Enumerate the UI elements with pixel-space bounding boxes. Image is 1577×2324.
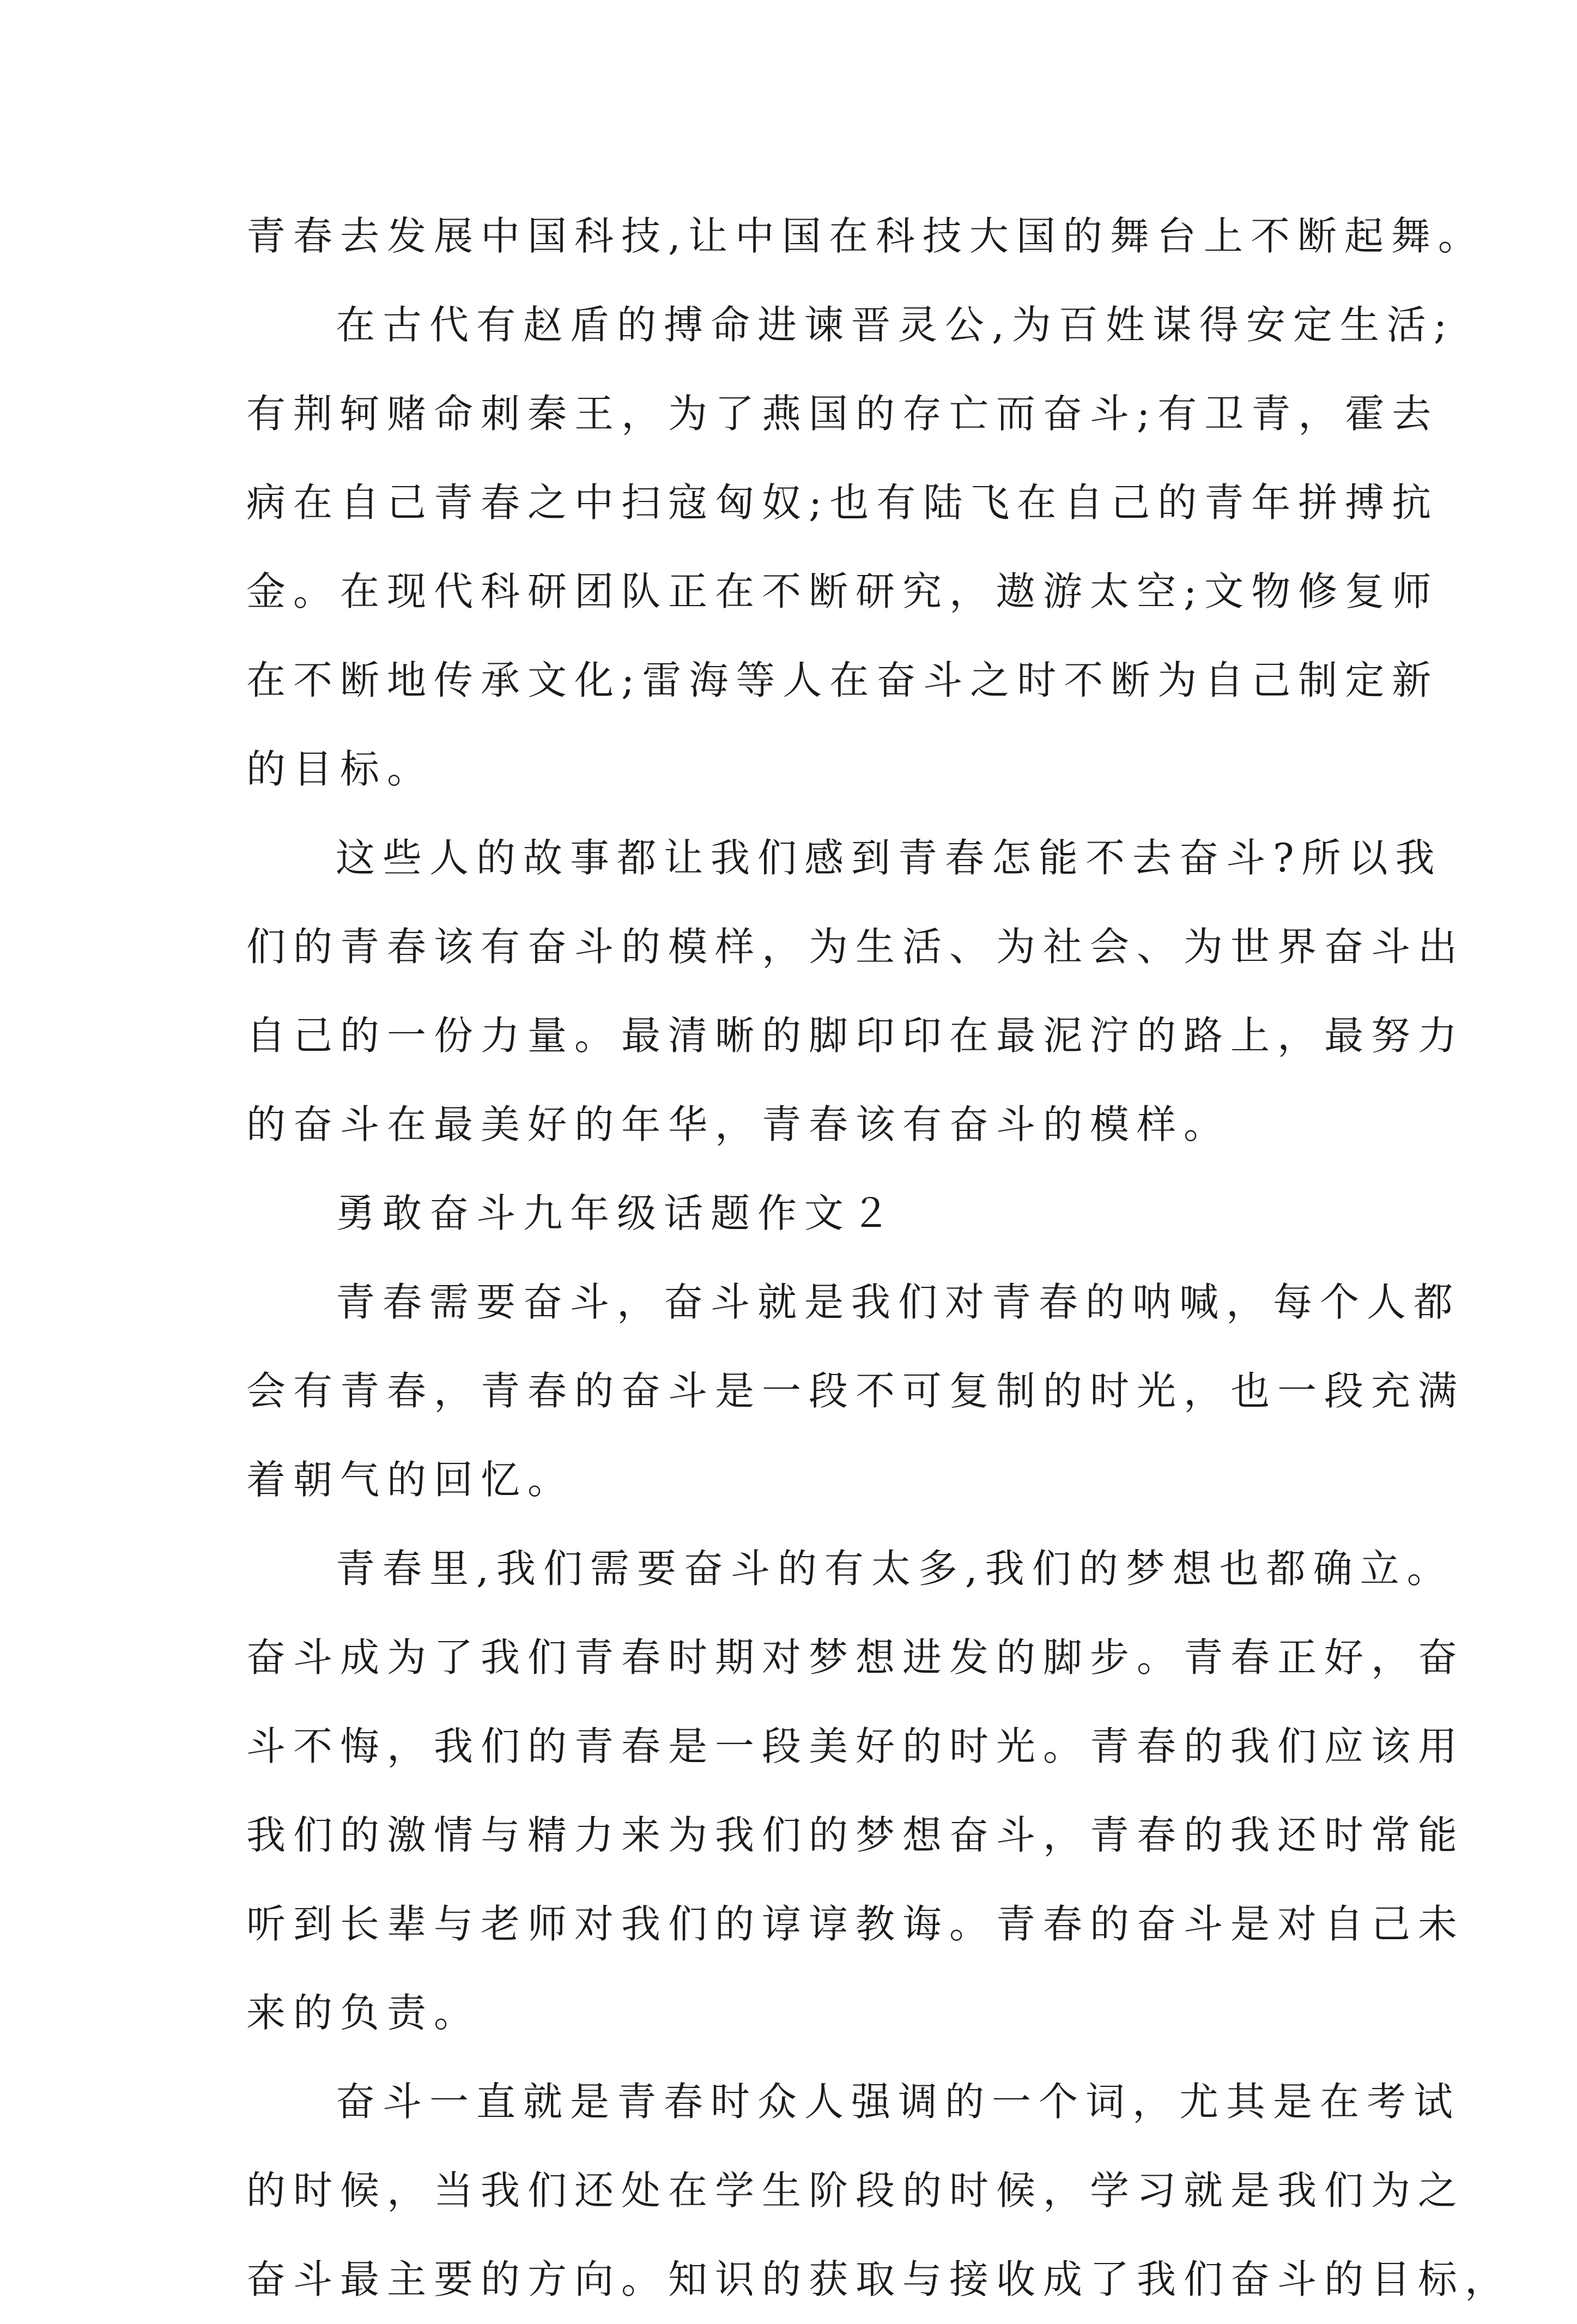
text-line: 的目标。 bbox=[246, 746, 434, 792]
text-line: 青春需要奋斗，奋斗就是我们对青春的呐喊，每个人都 bbox=[336, 1279, 1461, 1325]
text-line: 在古代有赵盾的搏命进谏晋灵公,为百姓谋得安定生活; bbox=[336, 302, 1455, 348]
text-line: 着朝气的回忆。 bbox=[246, 1457, 575, 1503]
text-line: 会有青春，青春的奋斗是一段不可复制的时光，也一段充满 bbox=[246, 1368, 1465, 1414]
paragraph-6 bbox=[246, 1524, 1454, 1613]
text-line: 斗不悔，我们的青春是一段美好的时光。青春的我们应该用 bbox=[246, 1723, 1465, 1769]
text-line: 我们的激情与精力来为我们的梦想奋斗，青春的我还时常能 bbox=[246, 1812, 1465, 1858]
text-line: 青春里,我们需要奋斗的有太多,我们的梦想也都确立。 bbox=[336, 1546, 1454, 1591]
paragraph-2 bbox=[246, 281, 1455, 370]
text-line: 勇敢奋斗九年级话题作文２ bbox=[336, 1190, 899, 1236]
text-line: 在不断地传承文化;雷海等人在奋斗之时不断为自己制定新 bbox=[246, 657, 1439, 703]
text-line: 奋斗一直就是青春时众人强调的一个词，尤其是在考试 bbox=[336, 2079, 1461, 2125]
text-line: 奋斗最主要的方向。知识的获取与接收成了我们奋斗的目标， bbox=[246, 2256, 1512, 2302]
paragraph-7-continued bbox=[246, 2146, 1512, 2324]
text-line: 的时候，当我们还处在学生阶段的时候，学习就是我们为之 bbox=[246, 2168, 1465, 2213]
text-line: 青春去发展中国科技,让中国在科技大国的舞台上不断起舞。 bbox=[246, 213, 1485, 259]
text-line: 自己的一份力量。最清晰的脚印印在最泥泞的路上，最努力 bbox=[246, 1013, 1465, 1058]
paragraph-6-continued bbox=[246, 1613, 1465, 2057]
paragraph-5 bbox=[246, 1258, 1461, 1347]
text-line: 们的青春该有奋斗的模样，为生活、为社会、为世界奋斗出 bbox=[246, 924, 1465, 970]
text-line: 病在自己青春之中扫寇匈奴;也有陆飞在自己的青年拼搏抗 bbox=[246, 480, 1439, 525]
paragraph-7 bbox=[246, 2057, 1461, 2146]
text-line: 奋斗成为了我们青春时期对梦想进发的脚步。青春正好，奋 bbox=[246, 1635, 1465, 1680]
text-line: 有荆轲赌命刺秦王，为了燕国的存亡而奋斗;有卫青，霍去 bbox=[246, 391, 1439, 437]
paragraph-5-continued bbox=[246, 1347, 1465, 1524]
text-line: 这些人的故事都让我们感到青春怎能不去奋斗?所以我 bbox=[336, 835, 1442, 881]
paragraph-2-continued bbox=[246, 370, 1439, 814]
text-line: 来的负责。 bbox=[246, 1990, 481, 2036]
paragraph-1 bbox=[246, 192, 1485, 281]
text-line: 听到长辈与老师对我们的谆谆教诲。青春的奋斗是对自己未 bbox=[246, 1901, 1465, 1947]
text-line: 金。在现代科研团队正在不断研究，遨游太空;文物修复师 bbox=[246, 568, 1439, 614]
section-heading bbox=[246, 1169, 1342, 1258]
paragraph-3-continued bbox=[246, 903, 1465, 1169]
paragraph-3 bbox=[246, 814, 1442, 903]
document-body bbox=[246, 192, 1512, 2324]
text-line: 的奋斗在最美好的年华，青春该有奋斗的模样。 bbox=[246, 1102, 1231, 1147]
